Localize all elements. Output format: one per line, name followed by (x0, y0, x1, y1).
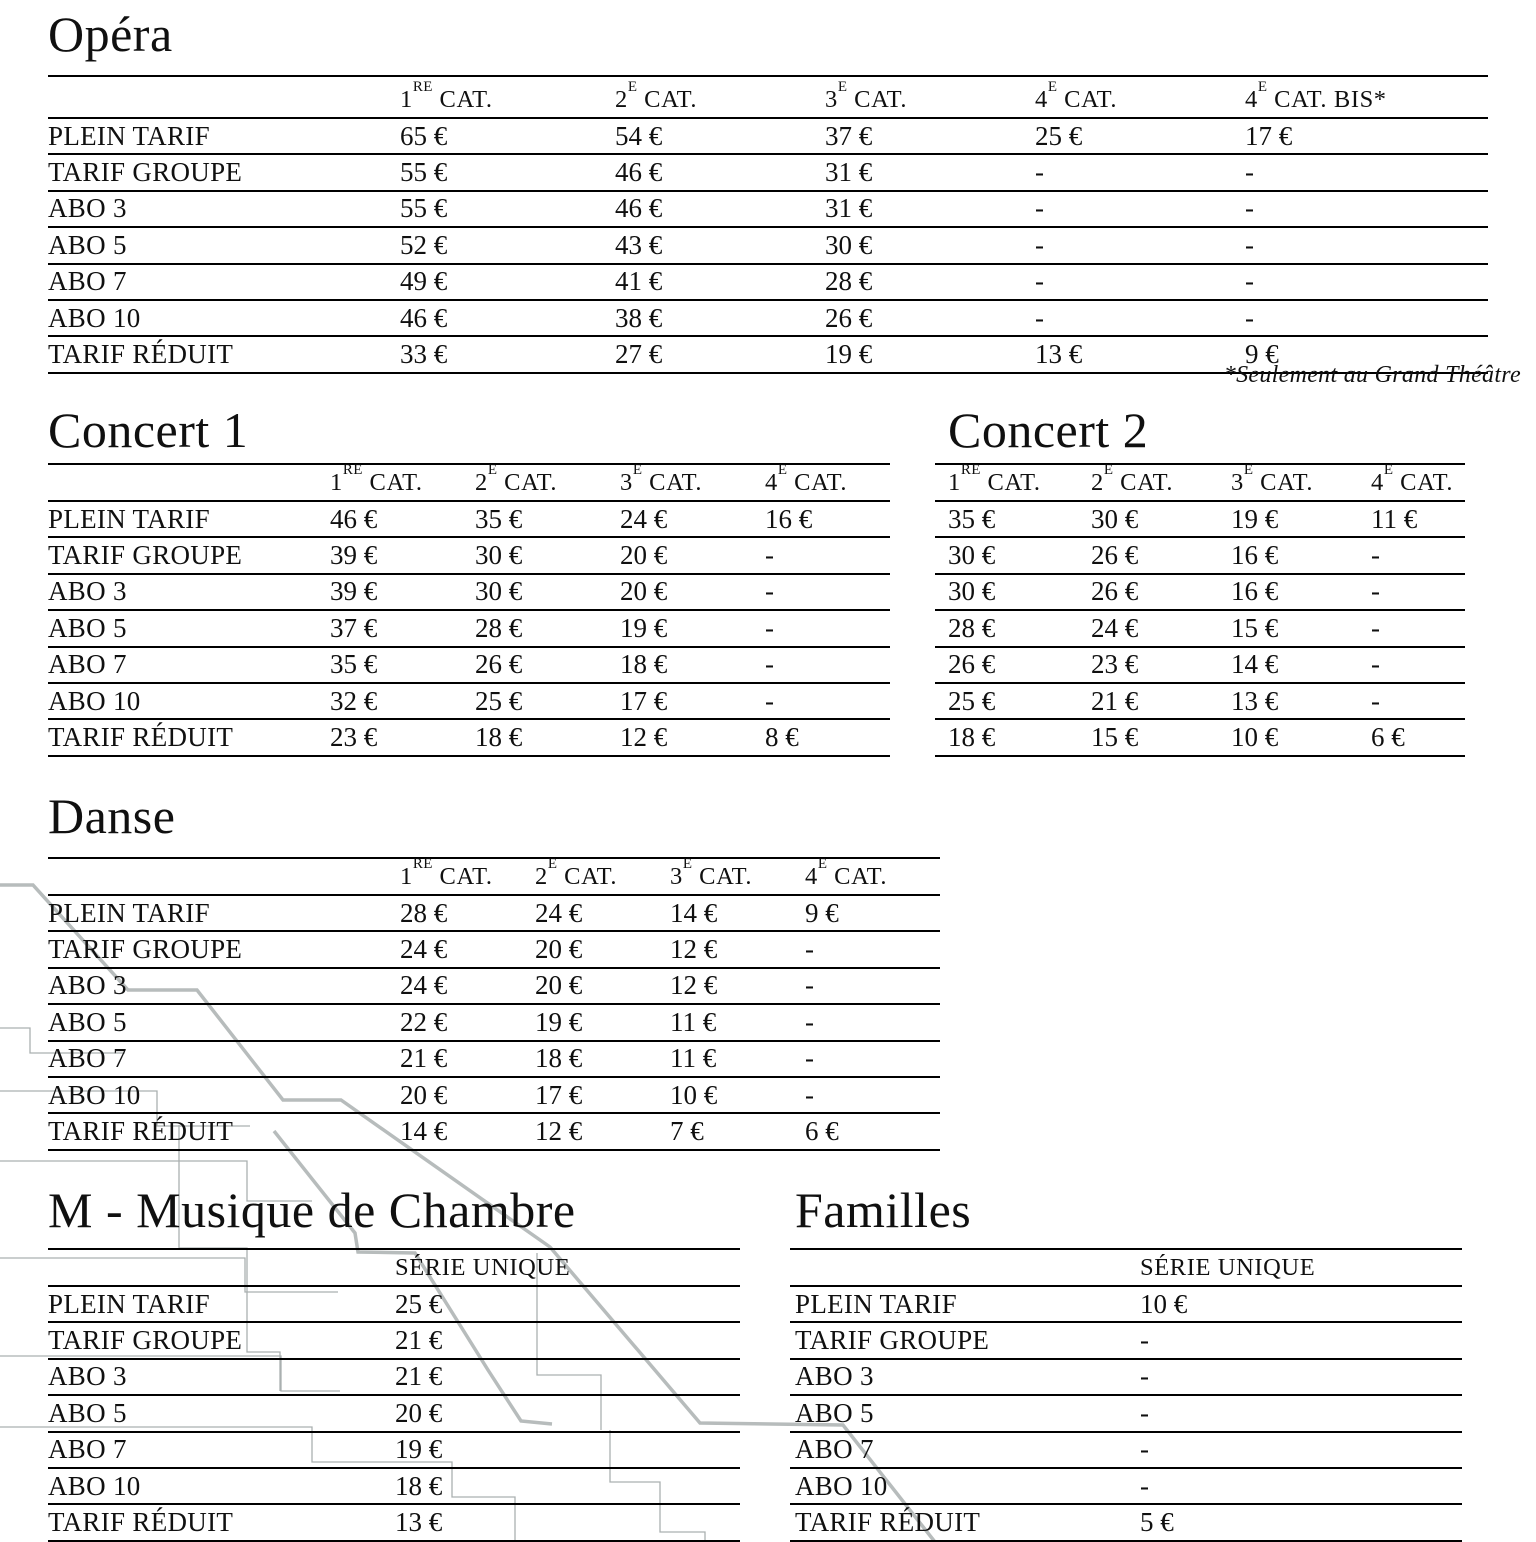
table-row (48, 502, 890, 538)
column-header: $3^E$ CAT. (825, 78, 908, 113)
table-row (48, 720, 890, 756)
price-cell: 24 € (1091, 612, 1139, 643)
row-label: ABO 5 (48, 1006, 127, 1037)
column-header: 1RE CAT. (400, 855, 493, 890)
row-label: ABO 5 (795, 1397, 874, 1428)
price-cell: 5 € (1140, 1507, 1174, 1538)
price-cell: 25 € (475, 685, 523, 716)
row-label: TARIF GROUPE (48, 934, 243, 965)
price-cell: - (1245, 302, 1254, 333)
price-cell: - (765, 649, 774, 680)
price-cell: 35 € (475, 503, 523, 534)
price-cell: 20 € (535, 934, 583, 965)
price-cell: 26 € (825, 302, 873, 333)
price-table-concert2 (935, 463, 1465, 757)
price-cell: 18 € (475, 722, 523, 753)
price-cell: 25 € (948, 685, 996, 716)
price-cell: 30 € (948, 540, 996, 571)
price-cell: - (1140, 1397, 1149, 1428)
price-cell: 6 € (805, 1116, 839, 1147)
price-cell: 28 € (825, 266, 873, 297)
row-label: TARIF GROUPE (48, 540, 243, 571)
column-header: $4^E$ CAT. (805, 855, 888, 890)
price-cell: - (765, 576, 774, 607)
row-label: ABO 10 (48, 685, 141, 716)
row-label: ABO 3 (795, 1361, 874, 1392)
price-cell: 19 € (825, 339, 873, 370)
price-cell: - (805, 934, 814, 965)
ordinal-superscript: E (1383, 461, 1394, 478)
price-cell: 25 € (395, 1288, 443, 1319)
ordinal-superscript: E (1103, 461, 1114, 478)
table-row (48, 1323, 740, 1359)
row-label: ABO 3 (48, 193, 127, 224)
price-cell: 8 € (765, 722, 799, 753)
price-cell: 46 € (330, 503, 378, 534)
price-cell: 16 € (1231, 540, 1279, 571)
row-label: ABO 10 (795, 1470, 888, 1501)
table-row (790, 1323, 1462, 1359)
price-cell: - (1245, 193, 1254, 224)
ordinal-superscript: RE (342, 461, 363, 478)
price-cell: 26 € (475, 649, 523, 680)
price-cell: 55 € (400, 193, 448, 224)
table-row (48, 119, 1488, 155)
price-cell: 37 € (825, 120, 873, 151)
column-header: $4^E$ CAT. (1371, 461, 1454, 496)
price-cell: 18 € (535, 1043, 583, 1074)
price-cell: 39 € (330, 576, 378, 607)
price-cell: 14 € (400, 1116, 448, 1147)
section-title-opera: Opéra (48, 6, 173, 62)
price-cell: 17 € (535, 1079, 583, 1110)
price-cell: 38 € (615, 302, 663, 333)
price-cell: - (805, 1079, 814, 1110)
price-cell: 10 € (1231, 722, 1279, 753)
price-cell: - (1245, 229, 1254, 260)
price-cell: 28 € (475, 612, 523, 643)
price-cell: - (1140, 1361, 1149, 1392)
row-label: PLEIN TARIF (48, 503, 210, 534)
price-cell: 19 € (535, 1006, 583, 1037)
price-cell: 30 € (948, 576, 996, 607)
price-cell: - (765, 685, 774, 716)
price-cell: 30 € (475, 576, 523, 607)
price-cell: 11 € (1371, 503, 1418, 534)
price-cell: 65 € (400, 120, 448, 151)
row-label: ABO 7 (48, 1043, 127, 1074)
row-label: ABO 7 (48, 266, 127, 297)
price-cell: 19 € (1231, 503, 1279, 534)
table-row (48, 611, 890, 647)
header-row (48, 855, 940, 896)
price-cell: - (765, 540, 774, 571)
table-row (48, 265, 1488, 301)
table-row (935, 720, 1465, 756)
price-cell: - (1371, 576, 1380, 607)
ordinal-superscript: E (837, 78, 848, 95)
price-cell: 31 € (825, 193, 873, 224)
price-cell: 28 € (400, 897, 448, 928)
price-cell: 16 € (1231, 576, 1279, 607)
table-row (48, 192, 1488, 228)
price-cell: 18 € (395, 1470, 443, 1501)
row-label: ABO 3 (48, 970, 127, 1001)
price-cell: - (1035, 266, 1044, 297)
price-cell: 24 € (400, 934, 448, 965)
price-cell: 23 € (330, 722, 378, 753)
price-cell: - (1035, 302, 1044, 333)
price-cell: 19 € (395, 1434, 443, 1465)
row-label: PLEIN TARIF (48, 120, 210, 151)
price-cell: - (1371, 649, 1380, 680)
price-cell: 6 € (1371, 722, 1405, 753)
column-header: $3^E$ CAT. (670, 855, 753, 890)
table-row (48, 1042, 940, 1078)
table-row (935, 684, 1465, 720)
row-label: ABO 10 (48, 1470, 141, 1501)
price-cell: 13 € (1231, 685, 1279, 716)
table-row (48, 538, 890, 574)
price-cell: 14 € (670, 897, 718, 928)
column-header: SÉRIE UNIQUE (1140, 1254, 1316, 1281)
row-label: ABO 7 (48, 649, 127, 680)
price-cell: 21 € (400, 1043, 448, 1074)
table-row (935, 538, 1465, 574)
price-cell: 27 € (615, 339, 663, 370)
price-cell: 26 € (948, 649, 996, 680)
table-row (790, 1433, 1462, 1469)
price-cell: 19 € (620, 612, 668, 643)
section-title-danse: Danse (48, 788, 176, 844)
price-cell: 46 € (615, 193, 663, 224)
row-label: ABO 5 (48, 1397, 127, 1428)
price-cell: 18 € (620, 649, 668, 680)
table-row (935, 575, 1465, 611)
price-cell: 49 € (400, 266, 448, 297)
price-cell: 10 € (1140, 1288, 1188, 1319)
price-cell: 12 € (620, 722, 668, 753)
row-label: TARIF RÉDUIT (48, 722, 234, 753)
price-table-musique-de-chambre (48, 1248, 740, 1542)
column-header: $4^E$ CAT. (765, 461, 848, 496)
price-cell: 25 € (1035, 120, 1083, 151)
row-label: TARIF RÉDUIT (48, 1116, 234, 1147)
price-cell: - (1140, 1325, 1149, 1356)
price-cell: 13 € (1035, 339, 1083, 370)
price-cell: - (1140, 1434, 1149, 1465)
table-row (48, 1396, 740, 1432)
price-cell: 13 € (395, 1507, 443, 1538)
price-cell: 14 € (1231, 649, 1279, 680)
price-cell: 30 € (1091, 503, 1139, 534)
price-table-opera (48, 75, 1488, 374)
table-row (790, 1360, 1462, 1396)
table-row (48, 1287, 740, 1323)
table-row (935, 611, 1465, 647)
section-title-concert2: Concert 2 (948, 402, 1149, 458)
price-cell: 18 € (948, 722, 996, 753)
ordinal-superscript: RE (412, 78, 433, 95)
row-label: TARIF RÉDUIT (795, 1507, 981, 1538)
price-cell: - (1245, 266, 1254, 297)
ordinal-superscript: E (817, 855, 828, 872)
price-cell: 46 € (400, 302, 448, 333)
table-row (48, 1078, 940, 1114)
table-row (48, 575, 890, 611)
column-header: 1RE CAT. (400, 78, 493, 113)
price-cell: - (765, 612, 774, 643)
row-label: ABO 10 (48, 1079, 141, 1110)
row-label: TARIF RÉDUIT (48, 1507, 234, 1538)
price-cell: 21 € (395, 1325, 443, 1356)
price-cell: - (1371, 685, 1380, 716)
table-row (48, 301, 1488, 337)
price-cell: - (1035, 157, 1044, 188)
row-label: ABO 3 (48, 576, 127, 607)
table-row (48, 648, 890, 684)
table-row (790, 1469, 1462, 1505)
price-table-danse (48, 857, 940, 1151)
ordinal-superscript: E (1243, 461, 1254, 478)
row-label: TARIF GROUPE (795, 1325, 990, 1356)
price-cell: 9 € (805, 897, 839, 928)
table-row (790, 1287, 1462, 1323)
table-row (48, 684, 890, 720)
price-cell: - (1035, 229, 1044, 260)
footnote: *Seulement au Grand Théâtre (1223, 362, 1521, 388)
price-cell: 16 € (765, 503, 813, 534)
row-label: ABO 5 (48, 229, 127, 260)
row-label: TARIF RÉDUIT (48, 339, 234, 370)
row-label: PLEIN TARIF (795, 1288, 957, 1319)
ordinal-superscript: E (682, 855, 693, 872)
price-cell: 20 € (535, 970, 583, 1001)
row-label: ABO 10 (48, 302, 141, 333)
table-row (48, 1114, 940, 1150)
section-title-musique-de-chambre: M - Musique de Chambre (48, 1182, 576, 1238)
row-label: ABO 5 (48, 612, 127, 643)
column-header: $4^E$ CAT. BIS* (1245, 78, 1387, 113)
price-cell: - (805, 970, 814, 1001)
price-cell: 12 € (670, 934, 718, 965)
table-row (48, 1469, 740, 1505)
price-cell: 54 € (615, 120, 663, 151)
price-cell: 30 € (825, 229, 873, 260)
column-header: $3^E$ CAT. (620, 461, 703, 496)
table-row (48, 1005, 940, 1041)
row-label: PLEIN TARIF (48, 897, 210, 928)
table-row (48, 896, 940, 932)
price-cell: 41 € (615, 266, 663, 297)
price-cell: - (805, 1006, 814, 1037)
price-cell: 26 € (1091, 576, 1139, 607)
price-cell: 33 € (400, 339, 448, 370)
price-cell: 52 € (400, 229, 448, 260)
column-header: SÉRIE UNIQUE (395, 1254, 571, 1281)
section-title-familles: Familles (795, 1182, 972, 1238)
ordinal-superscript: E (1257, 78, 1268, 95)
ordinal-superscript: E (632, 461, 643, 478)
column-header: $4^E$ CAT. (1035, 78, 1118, 113)
price-cell: 15 € (1231, 612, 1279, 643)
row-label: ABO 3 (48, 1361, 127, 1392)
section-title-concert1: Concert 1 (48, 402, 249, 458)
table-row (935, 648, 1465, 684)
price-cell: 24 € (535, 897, 583, 928)
price-cell: 11 € (670, 1043, 717, 1074)
table-row (48, 1505, 740, 1541)
price-cell: 35 € (330, 649, 378, 680)
price-cell: 28 € (948, 612, 996, 643)
price-cell: 24 € (620, 503, 668, 534)
table-row (935, 502, 1465, 538)
header-row (935, 461, 1465, 502)
header-row (48, 1250, 740, 1287)
ordinal-superscript: E (547, 855, 558, 872)
price-cell: 32 € (330, 685, 378, 716)
header-row (790, 1250, 1462, 1287)
column-header: $2^E$ CAT. (535, 855, 618, 890)
column-header: $2^E$ CAT. (1091, 461, 1174, 496)
ordinal-superscript: E (627, 78, 638, 95)
price-cell: 20 € (620, 540, 668, 571)
column-header: 1RE CAT. (330, 461, 423, 496)
price-cell: 17 € (1245, 120, 1293, 151)
column-header: 1RE CAT. (948, 461, 1041, 496)
price-cell: 43 € (615, 229, 663, 260)
price-table-concert1 (48, 463, 890, 757)
price-cell: 17 € (620, 685, 668, 716)
price-cell: 20 € (400, 1079, 448, 1110)
price-cell: 20 € (620, 576, 668, 607)
price-cell: 12 € (535, 1116, 583, 1147)
price-cell: - (1035, 193, 1044, 224)
table-row (48, 932, 940, 968)
ordinal-superscript: RE (960, 461, 981, 478)
header-row (48, 77, 1488, 119)
column-header: $2^E$ CAT. (475, 461, 558, 496)
price-cell: 22 € (400, 1006, 448, 1037)
row-label: ABO 7 (48, 1434, 127, 1465)
price-cell: 23 € (1091, 649, 1139, 680)
table-row (790, 1396, 1462, 1432)
price-cell: 21 € (1091, 685, 1139, 716)
price-cell: 26 € (1091, 540, 1139, 571)
price-cell: 39 € (330, 540, 378, 571)
price-cell: - (1140, 1470, 1149, 1501)
price-cell: - (1245, 157, 1254, 188)
table-row (48, 1433, 740, 1469)
price-cell: 24 € (400, 970, 448, 1001)
price-cell: 35 € (948, 503, 996, 534)
table-row (48, 1360, 740, 1396)
ordinal-superscript: E (777, 461, 788, 478)
price-cell: 9 € (1245, 339, 1279, 370)
row-label: ABO 7 (795, 1434, 874, 1465)
column-header: $2^E$ CAT. (615, 78, 698, 113)
row-label: PLEIN TARIF (48, 1288, 210, 1319)
price-cell: 55 € (400, 157, 448, 188)
ordinal-superscript: E (1047, 78, 1058, 95)
price-cell: 21 € (395, 1361, 443, 1392)
table-row (48, 969, 940, 1005)
price-cell: 31 € (825, 157, 873, 188)
ordinal-superscript: E (487, 461, 498, 478)
table-row (790, 1505, 1462, 1541)
header-row (48, 461, 890, 502)
ordinal-superscript: RE (412, 855, 433, 872)
price-cell: 15 € (1091, 722, 1139, 753)
price-cell: 12 € (670, 970, 718, 1001)
price-cell: 11 € (670, 1006, 717, 1037)
price-cell: - (805, 1043, 814, 1074)
price-table-familles (790, 1248, 1462, 1542)
price-cell: - (1371, 540, 1380, 571)
price-cell: 37 € (330, 612, 378, 643)
column-header: $3^E$ CAT. (1231, 461, 1314, 496)
price-cell: 20 € (395, 1397, 443, 1428)
price-cell: 10 € (670, 1079, 718, 1110)
price-cell: - (1371, 612, 1380, 643)
table-row (48, 155, 1488, 191)
table-row (48, 228, 1488, 264)
row-label: TARIF GROUPE (48, 157, 243, 188)
price-cell: 46 € (615, 157, 663, 188)
row-label: TARIF GROUPE (48, 1325, 243, 1356)
price-cell: 30 € (475, 540, 523, 571)
price-cell: 7 € (670, 1116, 704, 1147)
